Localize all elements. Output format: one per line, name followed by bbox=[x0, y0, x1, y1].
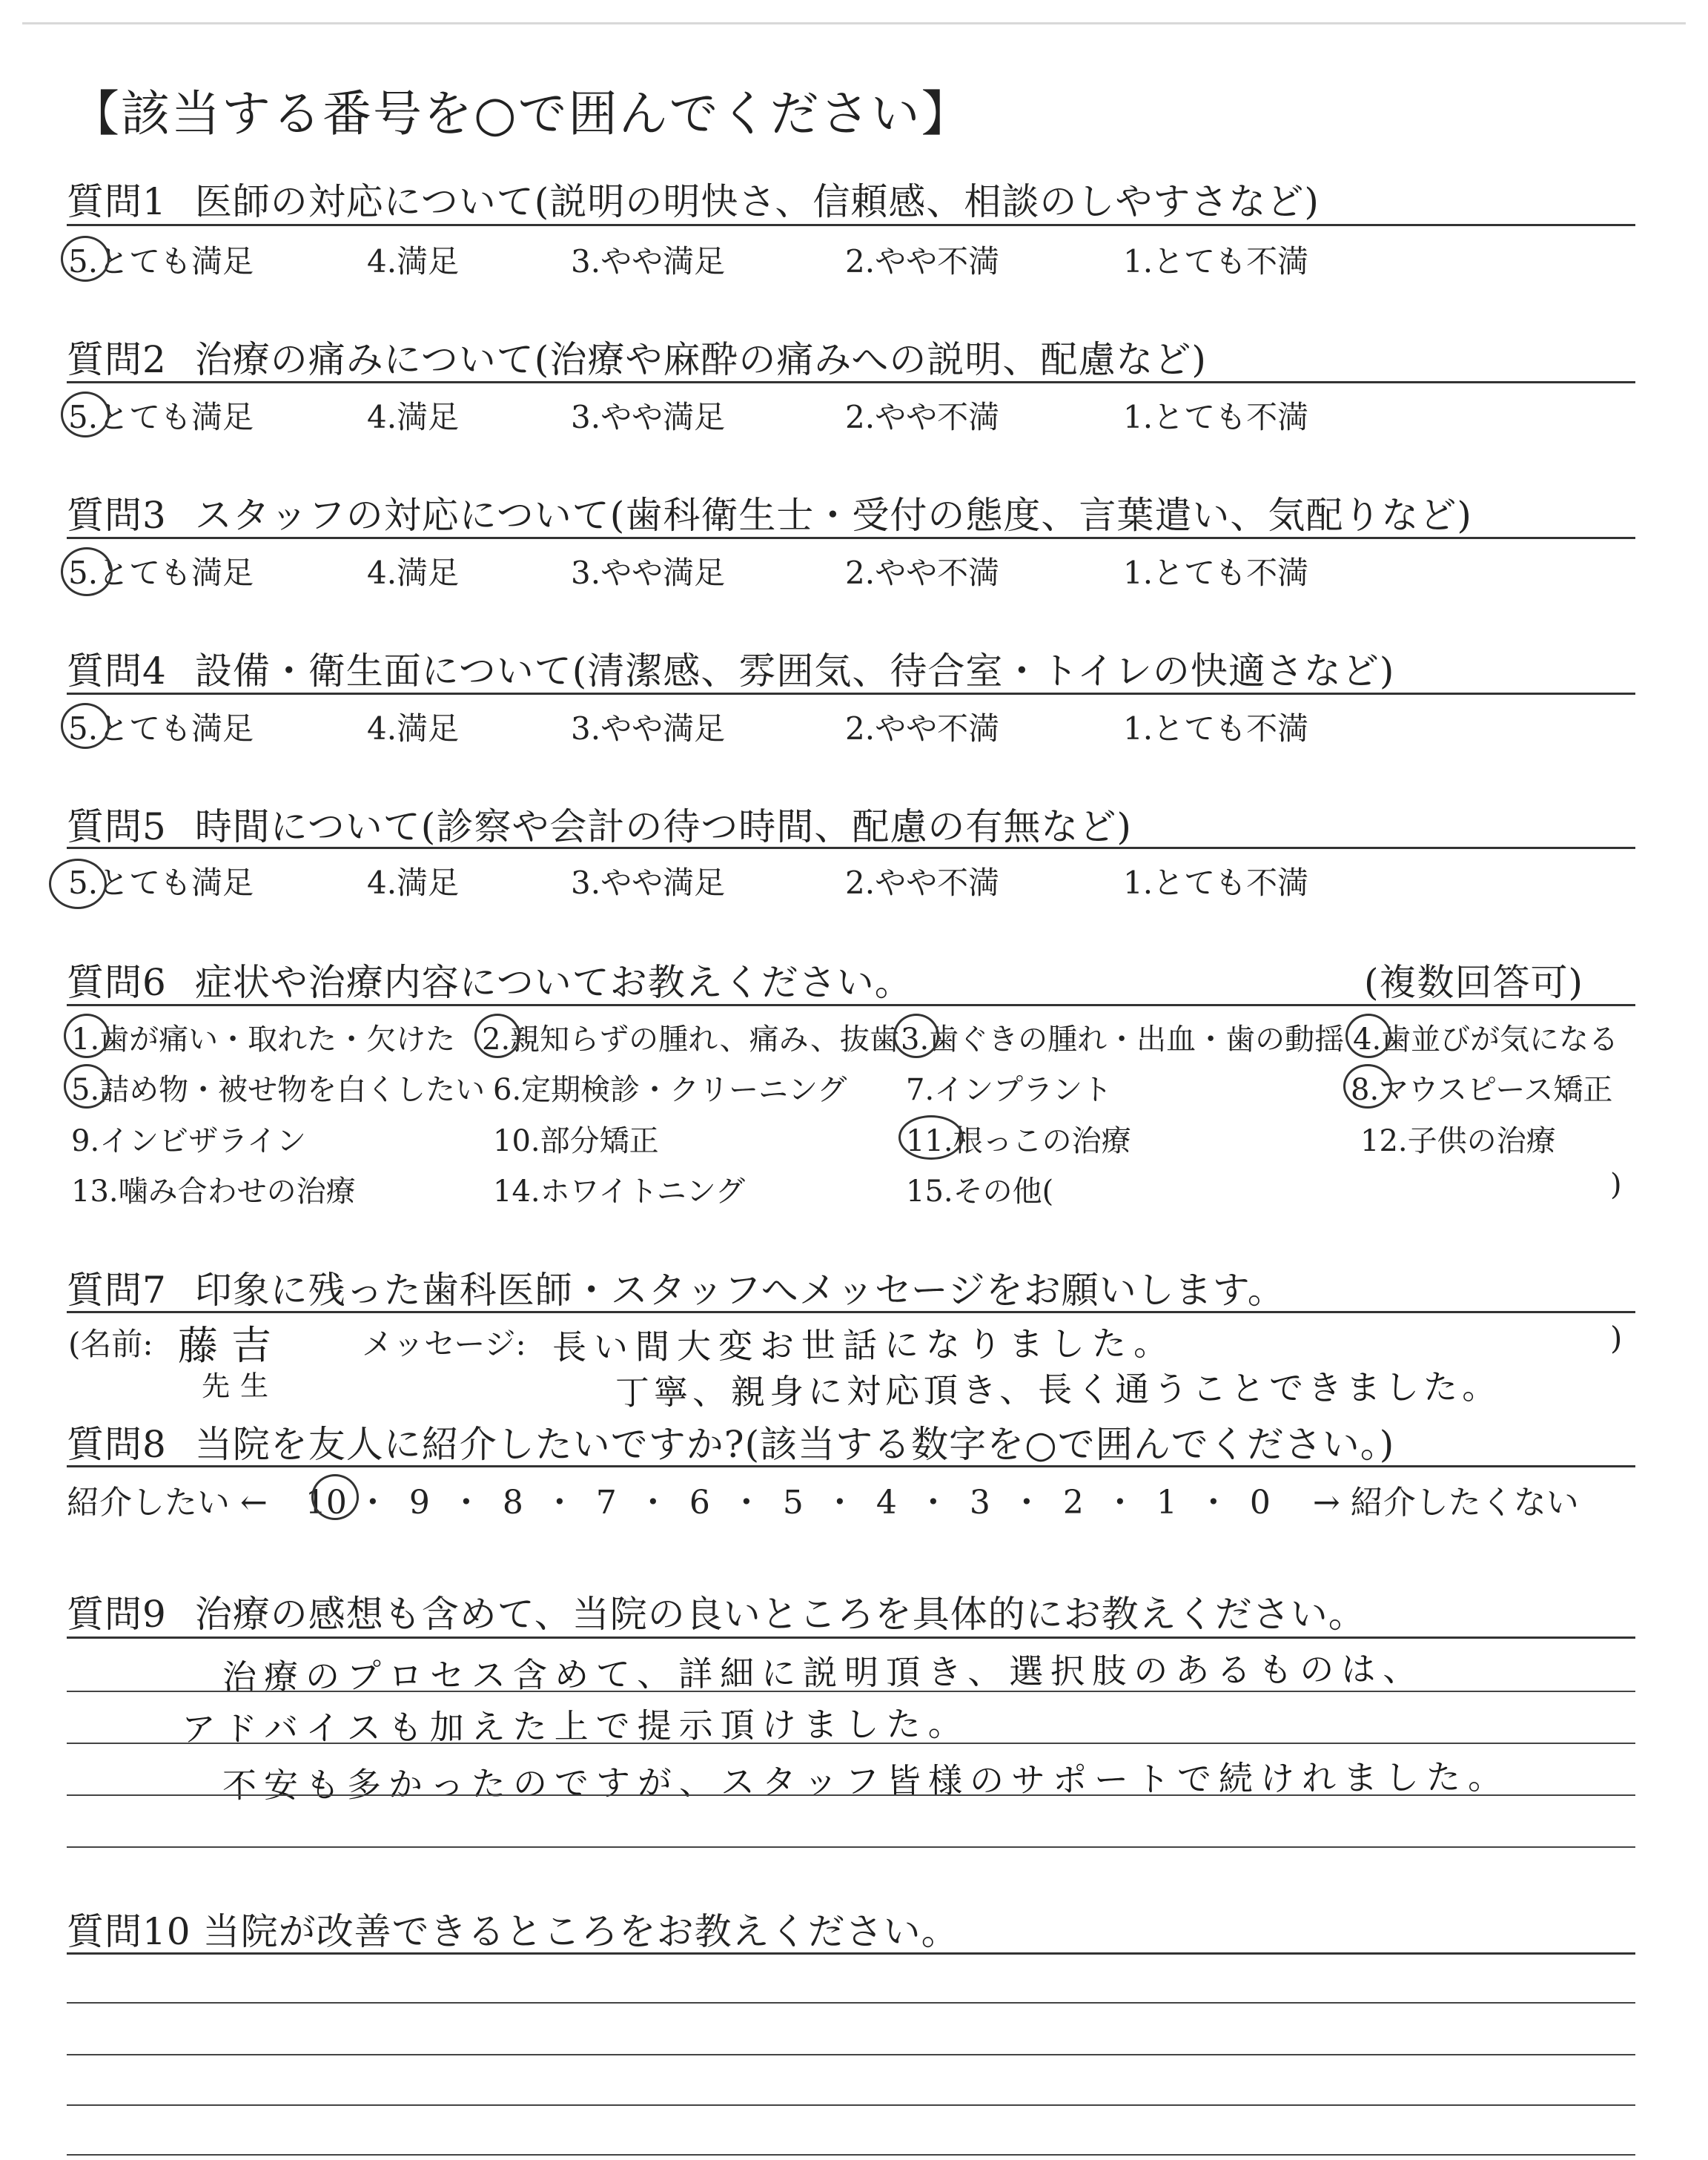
q10-answer-rule-3 bbox=[67, 2104, 1635, 2106]
q9-answer-rule-4 bbox=[67, 1846, 1635, 1848]
q1-option-3[interactable]: 3.やや満足 bbox=[571, 243, 726, 280]
q5-selected-circle bbox=[49, 859, 107, 909]
question-6-note: (複数回答可) bbox=[1364, 961, 1584, 1004]
q8-left-label: 紹介したい ← bbox=[67, 1484, 268, 1522]
q6-option-3[interactable]: 3.歯ぐきの腫れ・出血・歯の動揺 bbox=[901, 1023, 1345, 1057]
q9-answer-line-2: アドバイスも加えた上で提示頂けました。 bbox=[181, 1703, 970, 1749]
q9-answer-rule-1 bbox=[67, 1691, 1635, 1692]
q2-selected-circle bbox=[61, 392, 110, 437]
q8-scale-9[interactable]: 9 bbox=[408, 1484, 430, 1522]
question-1-number: 質問1 bbox=[67, 180, 167, 223]
q3-option-1[interactable]: 1.とても不満 bbox=[1123, 555, 1309, 591]
q8-scale-3[interactable]: 3 bbox=[969, 1484, 990, 1522]
question-4-number: 質問4 bbox=[67, 650, 167, 693]
q4-option-1[interactable]: 1.とても不満 bbox=[1123, 710, 1309, 747]
question-10-text: 当院が改善できるところをお教えください。 bbox=[202, 1910, 959, 1953]
question-7-rule bbox=[67, 1311, 1635, 1313]
q8-scale bbox=[67, 1476, 1579, 1523]
q3-selected-circle bbox=[61, 547, 113, 596]
q7-name-suffix: 先生 bbox=[201, 1369, 279, 1403]
q9-answer-line-3: 不安も多かったのですが、スタッフ皆様のサポートで続けれました。 bbox=[222, 1756, 1510, 1806]
question-2-rule bbox=[67, 381, 1635, 383]
q8-separator: ・ bbox=[636, 1484, 669, 1522]
q8-scale-6[interactable]: 6 bbox=[689, 1484, 710, 1522]
q8-separator: ・ bbox=[356, 1484, 389, 1522]
question-10-number: 質問10 bbox=[67, 1910, 191, 1953]
question-5-number: 質問5 bbox=[67, 805, 167, 848]
q6-option-6[interactable]: 6.定期検診・クリーニング bbox=[493, 1073, 847, 1107]
q6-option-12[interactable]: 12.子供の治療 bbox=[1360, 1124, 1556, 1158]
q6-option-15-close: ) bbox=[1610, 1168, 1622, 1202]
question-9-title bbox=[67, 1585, 1366, 1638]
q8-scale-7[interactable]: 7 bbox=[595, 1484, 617, 1522]
page-top-border bbox=[22, 22, 1686, 24]
question-4-rule bbox=[67, 693, 1635, 695]
question-1-text: 医師の対応について(説明の明快さ、信頼感、相談のしやすさなど) bbox=[194, 180, 1320, 223]
q7-name-label: (名前: bbox=[68, 1326, 153, 1362]
question-7-text: 印象に残った歯科医師・スタッフへメッセージをお願いします。 bbox=[194, 1269, 1285, 1312]
q7-message-line-2: 丁寧、親身に対応頂き、長く通うことできました。 bbox=[615, 1366, 1501, 1413]
question-9-text: 治療の感想も含めて、当院の良いところを具体的にお教えください。 bbox=[194, 1593, 1366, 1636]
page-header: 【該当する番号を○で囲んでください】 bbox=[70, 85, 972, 142]
question-5-text: 時間について(診察や会計の待つ時間、配慮の有無など) bbox=[194, 805, 1132, 848]
q7-message-label: メッセージ: bbox=[362, 1326, 526, 1362]
question-6-text: 症状や治療内容についてお教えください。 bbox=[194, 961, 913, 1004]
q8-scale-10[interactable]: 10 bbox=[305, 1484, 347, 1522]
q8-scale-1[interactable]: 1 bbox=[1156, 1484, 1177, 1522]
question-4-title bbox=[67, 641, 1394, 695]
q8-scale-4[interactable]: 4 bbox=[875, 1484, 897, 1522]
q2-option-1[interactable]: 1.とても不満 bbox=[1123, 399, 1309, 435]
q8-separator: ・ bbox=[543, 1484, 576, 1522]
q8-scale-0[interactable]: 0 bbox=[1249, 1484, 1271, 1522]
q8-scale-5[interactable]: 5 bbox=[782, 1484, 804, 1522]
q7-message-line-1: 長い間大変お世話になりました。 bbox=[552, 1323, 1176, 1367]
q6-circle-4 bbox=[1345, 1014, 1391, 1058]
q6-option-4[interactable]: 4.歯並びが気になる bbox=[1353, 1023, 1619, 1057]
question-5-title bbox=[67, 797, 1132, 851]
question-9-rule bbox=[67, 1636, 1635, 1639]
q3-option-3[interactable]: 3.やや満足 bbox=[571, 555, 726, 591]
question-10-title bbox=[67, 1902, 959, 1955]
q1-option-4[interactable]: 4.満足 bbox=[367, 243, 460, 280]
q6-option-2[interactable]: 2.親知らずの腫れ、痛み、抜歯 bbox=[482, 1023, 899, 1057]
q8-separator: ・ bbox=[729, 1484, 763, 1522]
q1-option-1[interactable]: 1.とても不満 bbox=[1123, 243, 1309, 280]
question-7-number: 質問7 bbox=[67, 1269, 167, 1312]
q10-answer-rule-4 bbox=[67, 2154, 1635, 2156]
q3-option-4[interactable]: 4.満足 bbox=[367, 555, 460, 591]
question-4-text: 設備・衛生面について(清潔感、雰囲気、待合室・トイレの快適さなど) bbox=[194, 650, 1395, 693]
q8-separator: ・ bbox=[449, 1484, 483, 1522]
q8-right-label: → 紹介したくない bbox=[1312, 1484, 1579, 1522]
q8-separator: ・ bbox=[916, 1484, 950, 1522]
q6-circle-8 bbox=[1343, 1064, 1392, 1109]
q5-option-3[interactable]: 3.やや満足 bbox=[571, 865, 726, 901]
q4-option-2[interactable]: 2.やや不満 bbox=[845, 710, 1000, 747]
q4-selected-circle bbox=[61, 703, 110, 749]
q6-option-11[interactable]: 11.根っこの治療 bbox=[906, 1124, 1131, 1158]
question-3-title bbox=[67, 486, 1472, 539]
q2-option-4[interactable]: 4.満足 bbox=[367, 399, 460, 435]
q5-option-5[interactable]: 5.とても満足 bbox=[68, 865, 254, 901]
question-9-number: 質問9 bbox=[67, 1593, 167, 1636]
q4-option-5[interactable]: 5.とても満足 bbox=[68, 710, 254, 747]
q3-option-5[interactable]: 5.とても満足 bbox=[68, 555, 254, 591]
q6-option-7[interactable]: 7.インプラント bbox=[906, 1073, 1113, 1107]
q6-circle-2 bbox=[474, 1014, 520, 1058]
q4-option-4[interactable]: 4.満足 bbox=[367, 710, 460, 747]
q6-circle-5 bbox=[64, 1064, 110, 1109]
question-8-rule bbox=[67, 1465, 1635, 1467]
question-7-title bbox=[67, 1261, 1285, 1314]
q10-answer-rule-1 bbox=[67, 2002, 1635, 2004]
question-8-number: 質問8 bbox=[67, 1423, 167, 1466]
q6-option-5[interactable]: 5.詰め物・被せ物を白くしたい bbox=[71, 1073, 486, 1107]
question-3-text: スタッフの対応について(歯科衛生士・受付の態度、言葉遣い、気配りなど) bbox=[194, 494, 1472, 537]
q8-scale-8[interactable]: 8 bbox=[502, 1484, 523, 1522]
q8-scale-2[interactable]: 2 bbox=[1062, 1484, 1084, 1522]
question-8-title bbox=[67, 1415, 1394, 1468]
q6-circle-3 bbox=[893, 1014, 939, 1058]
q3-option-2[interactable]: 2.やや不満 bbox=[845, 555, 1000, 591]
q5-option-1[interactable]: 1.とても不満 bbox=[1123, 865, 1309, 901]
q8-selected-circle bbox=[311, 1474, 359, 1520]
question-2-text: 治療の痛みについて(治療や麻酔の痛みへの説明、配慮など) bbox=[194, 338, 1207, 381]
q2-option-2[interactable]: 2.やや不満 bbox=[845, 399, 1000, 435]
q2-option-5[interactable]: 5.とても満足 bbox=[68, 399, 254, 435]
q8-separator: ・ bbox=[1196, 1484, 1230, 1522]
q6-circle-11 bbox=[898, 1115, 964, 1160]
q6-option-15[interactable]: 15.その他( bbox=[906, 1175, 1054, 1209]
q7-name-value: 藤吉 bbox=[177, 1321, 285, 1370]
q6-circle-1 bbox=[64, 1014, 110, 1058]
q6-option-1[interactable]: 1.歯が痛い・取れた・欠けた bbox=[71, 1023, 456, 1057]
q1-option-2[interactable]: 2.やや不満 bbox=[845, 243, 1000, 280]
q5-option-4[interactable]: 4.満足 bbox=[367, 865, 460, 901]
question-6-rule bbox=[67, 1004, 1635, 1006]
q2-option-3[interactable]: 3.やや満足 bbox=[571, 399, 726, 435]
q1-selected-circle bbox=[61, 236, 110, 282]
q8-separator: ・ bbox=[823, 1484, 856, 1522]
q6-option-10[interactable]: 10.部分矯正 bbox=[493, 1124, 659, 1158]
q6-option-13[interactable]: 13.噛み合わせの治療 bbox=[71, 1175, 356, 1209]
q10-answer-rule-2 bbox=[67, 2054, 1635, 2055]
q9-answer-rule-2 bbox=[67, 1743, 1635, 1744]
q8-separator: ・ bbox=[1010, 1484, 1043, 1522]
question-10-rule bbox=[67, 1952, 1635, 1955]
q1-option-5[interactable]: 5.とても満足 bbox=[68, 243, 254, 280]
q9-answer-rule-3 bbox=[67, 1794, 1635, 1796]
q6-option-9[interactable]: 9.インビザライン bbox=[71, 1124, 306, 1158]
q4-option-3[interactable]: 3.やや満足 bbox=[571, 710, 726, 747]
question-2-title bbox=[67, 330, 1207, 383]
question-3-number: 質問3 bbox=[67, 494, 167, 537]
question-6-number: 質問6 bbox=[67, 961, 167, 1004]
q6-option-8[interactable]: 8.マウスピース矯正 bbox=[1351, 1073, 1613, 1107]
question-1-rule bbox=[67, 224, 1635, 226]
question-5-rule bbox=[67, 847, 1635, 849]
question-6-title bbox=[67, 953, 913, 1006]
q5-option-2[interactable]: 2.やや不満 bbox=[845, 865, 1000, 901]
q9-answer-line-1: 治療のプロセス含めて、詳細に説明頂き、選択肢のあるものは、 bbox=[222, 1648, 1425, 1697]
question-8-text: 当院を友人に紹介したいですか?(該当する数字を○で囲んでください。) bbox=[194, 1423, 1395, 1466]
q7-close-paren: ) bbox=[1610, 1320, 1623, 1356]
question-1-title bbox=[67, 172, 1320, 225]
q6-option-14[interactable]: 14.ホワイトニング bbox=[493, 1175, 746, 1209]
question-2-number: 質問2 bbox=[67, 338, 167, 381]
q8-separator: ・ bbox=[1103, 1484, 1136, 1522]
question-3-rule bbox=[67, 537, 1635, 539]
